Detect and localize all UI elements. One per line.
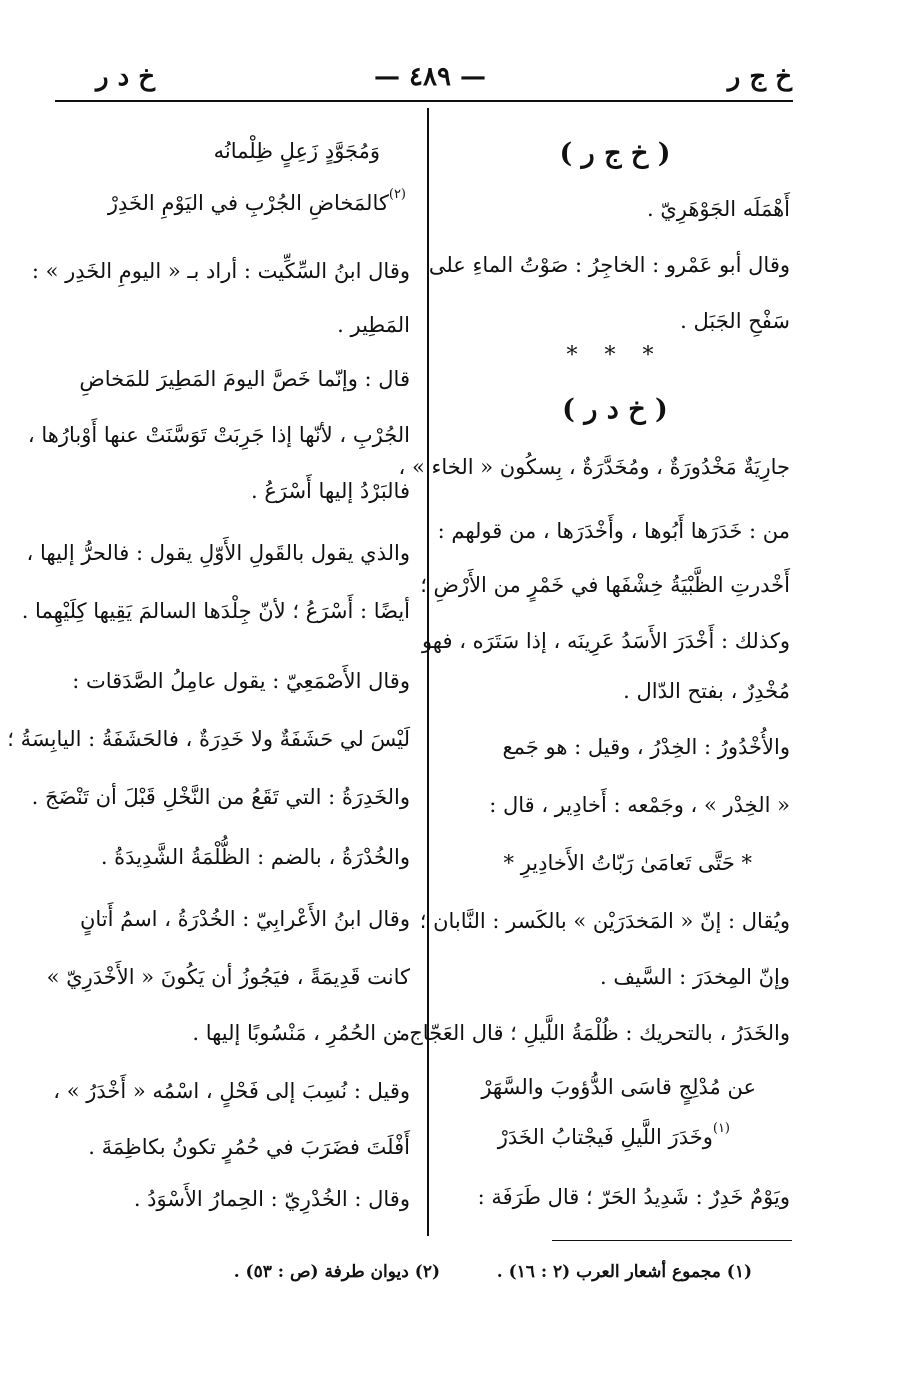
section-separator: * * * bbox=[566, 343, 664, 368]
text-line: وقال الأَصْمَعِيّ : يقول عامِلُ الصَّدَقات : bbox=[72, 669, 410, 693]
entry-heading-khdr: ( خ د ر ) bbox=[562, 394, 668, 425]
text-line: وكذلك : أَخْدَرَ الأَسَدُ عَرِينَه ، إذا سَتَرَه ، فهو bbox=[421, 629, 790, 653]
text-line: ويَوْمٌ خَدِرٌ : شَدِيدُ الحَرّ ؛ قال طَرَفَة : bbox=[477, 1185, 790, 1209]
text-line: والأُخْدُورُ : الخِدْرُ ، وقيل : هو جَمع bbox=[502, 735, 790, 759]
footnote-marker: (١) bbox=[712, 1121, 730, 1136]
text-line: كانت قَدِيمَةً ، فيَجُوزُ أن يَكُونَ « الأَخْدَرِيّ » bbox=[46, 965, 410, 989]
text-line: الجُرْبِ ، لأنّها إذا جَرِبَتْ تَوَسَّنَتْ عنها أَوْبارُها ، bbox=[27, 423, 410, 447]
text-line: أَخْدرتِ الظَّبْيَةُ خِشْفَها في خَمْرٍ من الأَرْضِ ؛ bbox=[420, 573, 790, 597]
text-line: من : خَدَرَها أَبُوها ، وأَخْدَرَها ، من قولهم : bbox=[437, 519, 790, 543]
text-line: ويُقال : إنّ « المَخدَرَيْن » بالكَسر : النَّابان ؛ bbox=[419, 909, 790, 933]
text-line: وقيل : نُسِبَ إلى فَحْلٍ ، اسْمُه « أَخْدَرُ » ، bbox=[53, 1079, 410, 1103]
text-line: أَهْمَلَه الجَوْهَرِيّ . bbox=[646, 197, 790, 221]
footnote-2: (٢) ديوان طرفة (ص : ٥٣) . bbox=[233, 1262, 440, 1282]
text-line: « الخِدْر » ، وجَمْعه : أَخادِير ، قال : bbox=[489, 793, 790, 817]
text-line: وقال : الخُدْرِيّ : الحِمارُ الأَسْوَدُ . bbox=[133, 1187, 410, 1211]
text-line: من الحُمُرِ ، مَنْسُوبًا إليها . bbox=[192, 1021, 410, 1045]
text-line: والخَدَرُ ، بالتحريك : ظُلْمَةُ اللَّيلِ ؛ قال العَجّاج : bbox=[395, 1021, 790, 1045]
text-line: جارِيَةٌ مَخْدُورَةٌ ، ومُخَدَّرَةٌ ، بِسكُون « الخاء » ، bbox=[398, 455, 790, 479]
text-line: فالبَرْدُ إليها أَسْرَعُ . bbox=[250, 479, 410, 503]
page-number: — ٤٨٩ — bbox=[373, 62, 487, 92]
text-line: سَفْحِ الجَبَل . bbox=[680, 309, 790, 333]
text-line: والذي يقول بالقَولِ الأَوّلِ يقول : فالحرُّ إليها ، bbox=[26, 541, 410, 565]
footnote-rule bbox=[552, 1240, 792, 1241]
text-line: وإنّ المِخدَرَ : السَّيف . bbox=[600, 965, 790, 989]
text-line: قال : وإنّما خَصَّ اليومَ المَطِيرَ للمَخاضِ bbox=[79, 367, 410, 391]
text-line: أَفْلَتَ فضَرَبَ في حُمُرٍ تكونُ بكاظِمَةَ . bbox=[88, 1135, 410, 1159]
header-root-right: خ ج ر bbox=[727, 62, 792, 92]
entry-heading-khjr: ( خ ج ر ) bbox=[559, 138, 671, 169]
text-line: أيضًا : أَسْرَعُ ؛ لأنّ جِلْدَها السالمَ يَقِيها كِلَيْهِما . bbox=[21, 599, 410, 623]
text-line: وقال أبو عَمْرو : الخاجِرُ : صَوْتُ الماءِ على bbox=[428, 253, 790, 277]
text-line: والخَدِرَةُ : التي تَقَعُ من النَّخْلِ قَبْلَ أن تَنْضَجَ . bbox=[31, 785, 410, 809]
verse-line: $^{(٢)}$كالمَخاضِ الجُرْبِ في اليَوْمِ الخَدِرْ bbox=[107, 187, 406, 215]
verse-line: عن مُدْلِجٍ قاسَى الدُّؤوبَ والسَّهَرْ bbox=[481, 1075, 756, 1099]
text-line: المَطِير . bbox=[337, 313, 410, 337]
verse-line: $^{(١)}$وخَدَرَ اللَّيلِ فَيجْتابُ الخَدَرْ bbox=[497, 1121, 730, 1149]
footnote-marker: (٢) bbox=[388, 187, 406, 202]
text-line: وقال ابنُ السِّكِّيت : أراد بـ « اليومِ الخَدِر » : bbox=[31, 259, 410, 283]
text-line: لَيْسَ لي حَشَفَةٌ ولا خَدِرَةٌ ، فالحَشَفَةُ : اليابِسَةُ ؛ bbox=[7, 727, 410, 751]
text-line: والخُدْرَةُ ، بالضم : الظُّلْمَةُ الشَّدِيدَةُ . bbox=[100, 845, 410, 869]
text-line: مُخْدِرٌ ، بفتح الدّال . bbox=[623, 679, 790, 703]
header-root-left: خ د ر bbox=[96, 62, 156, 92]
footnote-1: (١) مجموع أشعار العرب (٢ : ١٦) . bbox=[496, 1262, 752, 1282]
text-line: وقال ابنُ الأَعْرابِيّ : الخُدْرَةُ ، اسمُ أَتانٍ bbox=[79, 907, 410, 931]
verse-line: * حَتَّى تَعامَىٰ رَبّاتُ الأَخادِيرِ * bbox=[503, 851, 752, 875]
verse-line: وَمُجَوَّدٍ زَعِلٍ ظِلْمانُه bbox=[213, 139, 380, 163]
header-rule bbox=[55, 100, 793, 102]
